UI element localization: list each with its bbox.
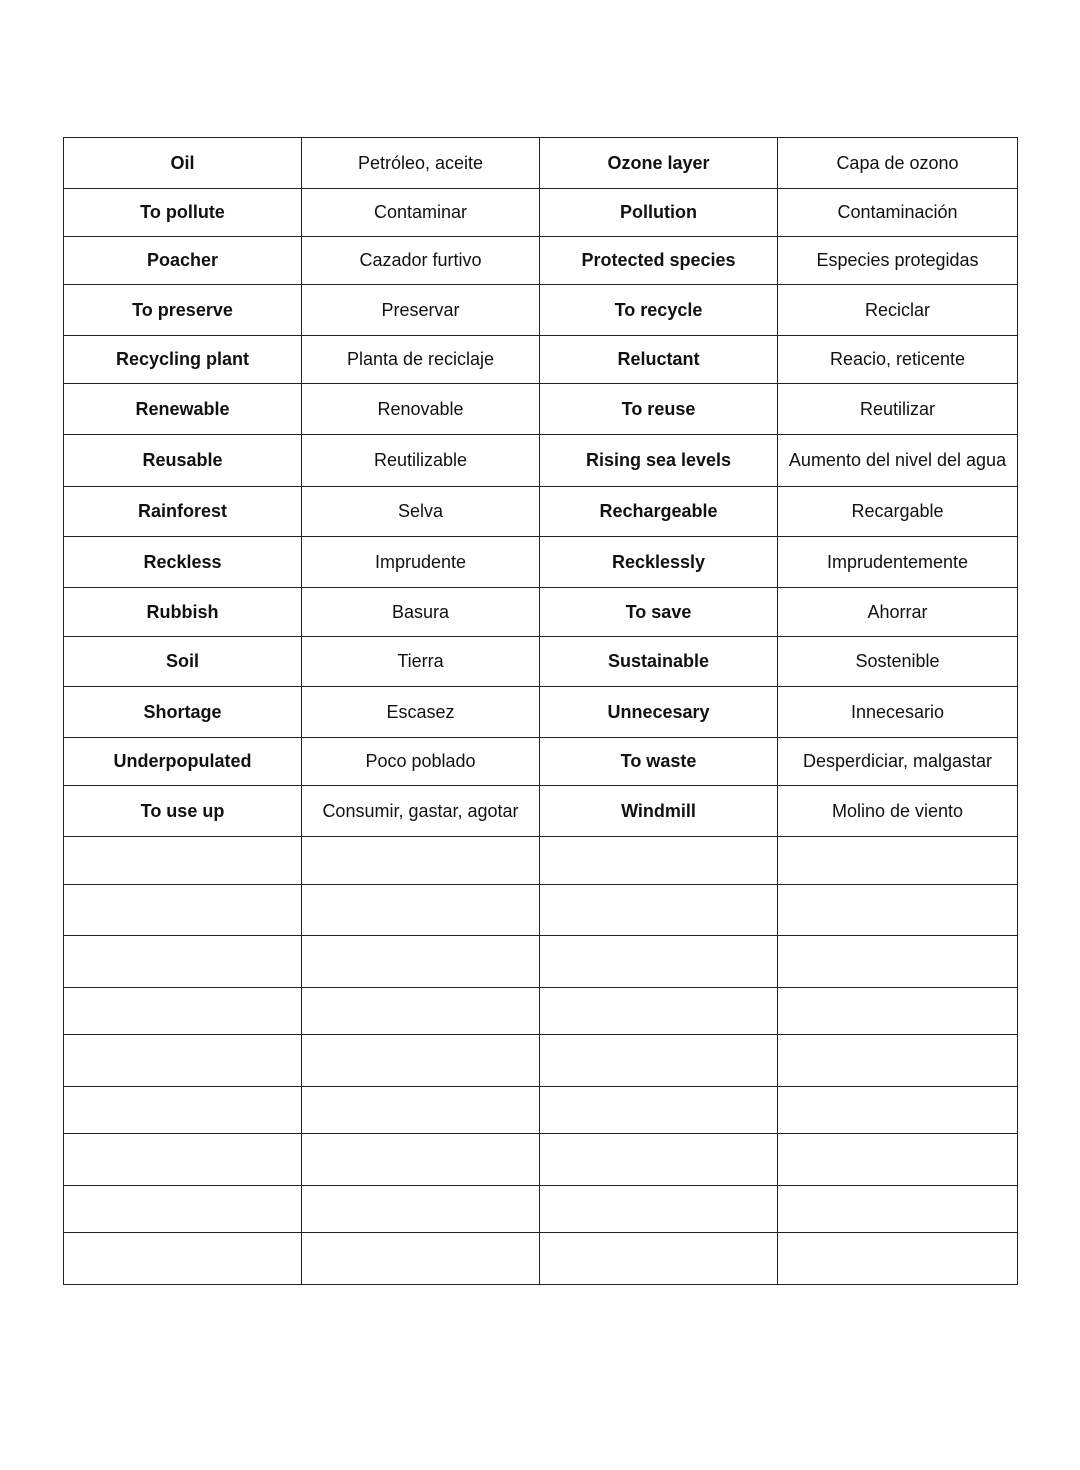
english-term-cell: Soil (64, 637, 302, 687)
spanish-translation-cell: Ahorrar (778, 588, 1018, 637)
table-row (64, 189, 1018, 237)
vocabulary-table-body (64, 138, 1018, 1285)
spanish-translation-cell (778, 988, 1018, 1035)
table-row (64, 687, 1018, 738)
table-row (64, 285, 1018, 336)
spanish-translation-cell: Selva (302, 487, 540, 537)
table-row (64, 1087, 1018, 1134)
table-row (64, 435, 1018, 487)
table-row (64, 1035, 1018, 1087)
spanish-translation-cell (302, 1035, 540, 1087)
english-term-cell: Windmill (540, 786, 778, 837)
english-term-cell (540, 1186, 778, 1233)
spanish-translation-cell: Reacio, reticente (778, 336, 1018, 384)
spanish-translation-cell (778, 837, 1018, 885)
spanish-translation-cell (302, 837, 540, 885)
english-term-cell: Rubbish (64, 588, 302, 637)
english-term-cell: Protected species (540, 237, 778, 285)
spanish-translation-cell: Especies protegidas (778, 237, 1018, 285)
spanish-translation-cell: Innecesario (778, 687, 1018, 738)
spanish-translation-cell: Escasez (302, 687, 540, 738)
english-term-cell: Reusable (64, 435, 302, 487)
english-term-cell (540, 1087, 778, 1134)
table-row (64, 1134, 1018, 1186)
english-term-cell: Rechargeable (540, 487, 778, 537)
spanish-translation-cell (302, 885, 540, 936)
table-row (64, 1186, 1018, 1233)
english-term-cell: Recycling plant (64, 336, 302, 384)
spanish-translation-cell (778, 1035, 1018, 1087)
english-term-cell: To waste (540, 738, 778, 786)
english-term-cell (64, 1087, 302, 1134)
english-term-cell: Shortage (64, 687, 302, 738)
english-term-cell: To preserve (64, 285, 302, 336)
english-term-cell (540, 1233, 778, 1285)
english-term-cell: Underpopulated (64, 738, 302, 786)
spanish-translation-cell (778, 1087, 1018, 1134)
spanish-translation-cell: Imprudente (302, 537, 540, 588)
english-term-cell: To use up (64, 786, 302, 837)
spanish-translation-cell: Molino de viento (778, 786, 1018, 837)
spanish-translation-cell: Reutilizar (778, 384, 1018, 435)
spanish-translation-cell: Capa de ozono (778, 138, 1018, 189)
english-term-cell (64, 988, 302, 1035)
english-term-cell: Unnecesary (540, 687, 778, 738)
spanish-translation-cell: Imprudentemente (778, 537, 1018, 588)
spanish-translation-cell: Contaminación (778, 189, 1018, 237)
table-row (64, 786, 1018, 837)
spanish-translation-cell: Reutilizable (302, 435, 540, 487)
spanish-translation-cell (778, 936, 1018, 988)
english-term-cell: To recycle (540, 285, 778, 336)
vocabulary-table (63, 137, 1018, 1285)
table-row (64, 738, 1018, 786)
spanish-translation-cell (302, 936, 540, 988)
english-term-cell: To reuse (540, 384, 778, 435)
spanish-translation-cell (302, 1186, 540, 1233)
spanish-translation-cell (302, 1134, 540, 1186)
spanish-translation-cell (302, 1087, 540, 1134)
spanish-translation-cell: Reciclar (778, 285, 1018, 336)
spanish-translation-cell: Consumir, gastar, agotar (302, 786, 540, 837)
english-term-cell (64, 1134, 302, 1186)
spanish-translation-cell: Sostenible (778, 637, 1018, 687)
spanish-translation-cell: Tierra (302, 637, 540, 687)
spanish-translation-cell (778, 885, 1018, 936)
english-term-cell (64, 837, 302, 885)
table-row (64, 237, 1018, 285)
english-term-cell: Rainforest (64, 487, 302, 537)
table-row (64, 336, 1018, 384)
spanish-translation-cell: Cazador furtivo (302, 237, 540, 285)
table-row (64, 988, 1018, 1035)
spanish-translation-cell: Poco poblado (302, 738, 540, 786)
english-term-cell: Reluctant (540, 336, 778, 384)
english-term-cell: Oil (64, 138, 302, 189)
spanish-translation-cell: Desperdiciar, malgastar (778, 738, 1018, 786)
spanish-translation-cell: Renovable (302, 384, 540, 435)
english-term-cell: To pollute (64, 189, 302, 237)
english-term-cell: Sustainable (540, 637, 778, 687)
table-row (64, 637, 1018, 687)
table-row (64, 1233, 1018, 1285)
english-term-cell (540, 1134, 778, 1186)
spanish-translation-cell: Aumento del nivel del agua (778, 435, 1018, 487)
spanish-translation-cell: Recargable (778, 487, 1018, 537)
table-row (64, 588, 1018, 637)
spanish-translation-cell: Basura (302, 588, 540, 637)
spanish-translation-cell (778, 1134, 1018, 1186)
spanish-translation-cell (302, 1233, 540, 1285)
english-term-cell: Poacher (64, 237, 302, 285)
spanish-translation-cell (778, 1233, 1018, 1285)
spanish-translation-cell: Preservar (302, 285, 540, 336)
english-term-cell (64, 1035, 302, 1087)
english-term-cell: Recklessly (540, 537, 778, 588)
english-term-cell (540, 837, 778, 885)
table-row (64, 837, 1018, 885)
english-term-cell: Reckless (64, 537, 302, 588)
table-row (64, 487, 1018, 537)
table-row (64, 537, 1018, 588)
english-term-cell (64, 1186, 302, 1233)
english-term-cell: Rising sea levels (540, 435, 778, 487)
spanish-translation-cell: Planta de reciclaje (302, 336, 540, 384)
table-row (64, 384, 1018, 435)
spanish-translation-cell (302, 988, 540, 1035)
spanish-translation-cell (778, 1186, 1018, 1233)
table-row (64, 138, 1018, 189)
english-term-cell: Pollution (540, 189, 778, 237)
english-term-cell (64, 885, 302, 936)
english-term-cell: To save (540, 588, 778, 637)
english-term-cell (540, 1035, 778, 1087)
english-term-cell: Ozone layer (540, 138, 778, 189)
spanish-translation-cell: Contaminar (302, 189, 540, 237)
english-term-cell: Renewable (64, 384, 302, 435)
table-row (64, 885, 1018, 936)
english-term-cell (540, 936, 778, 988)
spanish-translation-cell: Petróleo, aceite (302, 138, 540, 189)
english-term-cell (64, 936, 302, 988)
table-row (64, 936, 1018, 988)
english-term-cell (540, 885, 778, 936)
english-term-cell (540, 988, 778, 1035)
english-term-cell (64, 1233, 302, 1285)
